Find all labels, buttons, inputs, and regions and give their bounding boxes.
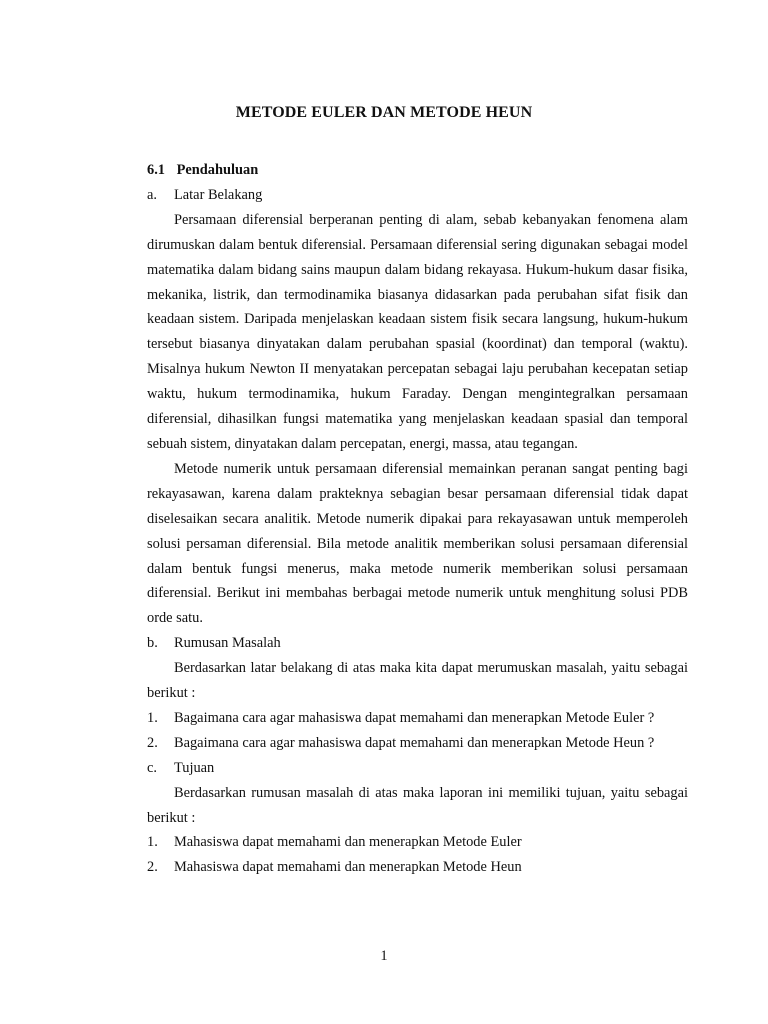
list-text: Bagaimana cara agar mahasiswa dapat memahami dan menerapkan Metode Heun ? <box>174 734 655 751</box>
subsection-heading-c <box>147 756 688 781</box>
subsection-label: Rumusan Masalah <box>174 635 281 652</box>
list-item <box>147 706 688 731</box>
paragraph: Persamaan diferensial berperanan penting di alam, sebab kebanyakan fenomena alam dirumuskan dalam bentuk diferensial. Persamaan diferensial sering digunakan sebagai model matematika dalam bidang sains maupun dalam bidang rekayasa. Hukum-hukum dasar fisika, mekanika, listrik, dan termodinamika biasanya didasarkan pada perubahan sifat fisik dan keadaan sistem. Daripada menjelaskan keadaan sistem fisik secara langsung, hukum-hukum tersebut biasanya dinyatakan dalam perubahan spasial (koordinat) dan temporal (waktu). Misalnya hukum Newton II menyatakan percepatan sebagai laju perubahan kecepatan setiap waktu, hukum termodinamika, hukum Faraday. Dengan mengintegralkan persamaan diferensial, dihasilkan fungsi matematika yang menjelaskan keadaan spasial dan temporal sebuah sistem, dinyatakan dalam percepatan, energi, massa, atau tegangan. <box>147 211 688 452</box>
section-label: Pendahuluan <box>176 162 259 178</box>
subsection-marker: c. <box>147 759 157 776</box>
list-item <box>147 830 688 855</box>
paragraph: Metode numerik untuk persamaan diferensial memainkan peranan sangat penting bagi rekayasawan, karena dalam prakteknya sebagian besar persamaan diferensial tidak dapat diselesaikan secara analitik. Metode numerik dipakai para rekayasawan untuk memperoleh solusi persaman diferensial. Bila metode analitik memberikan solusi persamaan diferensial dalam bentuk fungsi menerus, maka metode numerik memberikan solusi persamaan diferensial. Berikut ini membahas berbagai metode numerik untuk menghitung solusi PDB orde satu. <box>147 460 688 627</box>
paragraph: Berdasarkan latar belakang di atas maka kita dapat merumuskan masalah, yaitu sebagai berikut : <box>147 660 688 702</box>
list-text: Mahasiswa dapat memahami dan menerapkan Metode Euler <box>174 834 522 851</box>
list-marker: 2. <box>147 859 158 876</box>
document-body <box>147 158 688 880</box>
list-text: Bagaimana cara agar mahasiswa dapat memahami dan menerapkan Metode Euler ? <box>174 709 655 726</box>
paragraph: Berdasarkan rumusan masalah di atas maka laporan ini memiliki tujuan, yaitu sebagai berikut : <box>147 784 688 826</box>
list-text: Mahasiswa dapat memahami dan menerapkan Metode Heun <box>174 859 522 876</box>
list-marker: 2. <box>147 734 158 751</box>
subsection-label: Latar Belakang <box>174 186 263 203</box>
subsection-heading-a <box>147 183 688 208</box>
subsection-heading-b <box>147 631 688 656</box>
subsection-marker: b. <box>147 635 158 652</box>
section-number: 6.1 <box>147 162 165 178</box>
list-marker: 1. <box>147 709 158 726</box>
list-marker: 1. <box>147 834 158 851</box>
page-number: 1 <box>380 948 388 964</box>
document-title: METODE EULER DAN METODE HEUN <box>235 104 533 121</box>
list-item <box>147 855 688 880</box>
list-item <box>147 731 688 756</box>
section-heading <box>147 158 688 183</box>
subsection-marker: a. <box>147 186 157 203</box>
subsection-label: Tujuan <box>174 759 215 776</box>
